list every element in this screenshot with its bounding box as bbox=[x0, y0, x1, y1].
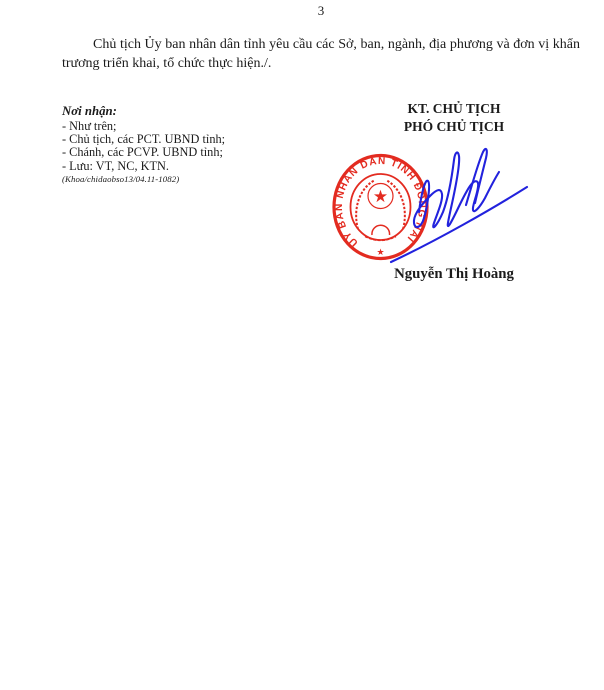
signature-scribble bbox=[414, 153, 499, 228]
recipient-item: - Chánh, các PCVP. UBND tỉnh; bbox=[62, 145, 223, 160]
seal-bottom-star: ★ bbox=[376, 248, 385, 258]
recipients-list bbox=[62, 120, 327, 173]
recipients-heading: Nơi nhận: bbox=[62, 104, 117, 118]
signature-title-block bbox=[330, 100, 578, 136]
signer-position-line2: PHÓ CHỦ TỊCH bbox=[403, 119, 505, 134]
recipient-item: - Như trên; bbox=[62, 119, 117, 133]
signer-name: Nguyễn Thị Hoàng bbox=[394, 266, 514, 282]
file-reference-note: (Khoa/chidaobso13/04.11-1082) bbox=[62, 174, 180, 185]
recipient-item: - Chủ tịch, các PCT. UBND tỉnh; bbox=[62, 132, 226, 147]
signature-flourish bbox=[391, 187, 527, 262]
signer-position-line1: KT. CHỦ TỊCH bbox=[407, 101, 501, 116]
body-paragraph: Chủ tịch Ủy ban nhân dân tỉnh yêu cầu các Sở, ban, ngành, địa phương và đơn vị khẩn trương triển khai, tổ chức thực hiện./. bbox=[62, 37, 580, 71]
page-number: 3 bbox=[317, 3, 325, 18]
handwritten-signature bbox=[380, 140, 545, 270]
recipient-item: - Lưu: VT, NC, KTN. bbox=[62, 158, 169, 173]
recipients-block bbox=[62, 104, 327, 184]
signature-ascender bbox=[466, 149, 487, 205]
emblem-star-icon: ★ bbox=[372, 187, 389, 207]
seal-ring-textpath: ỦY BAN NHÂN DÂN TỈNH ĐỒNG NAI bbox=[333, 155, 428, 249]
